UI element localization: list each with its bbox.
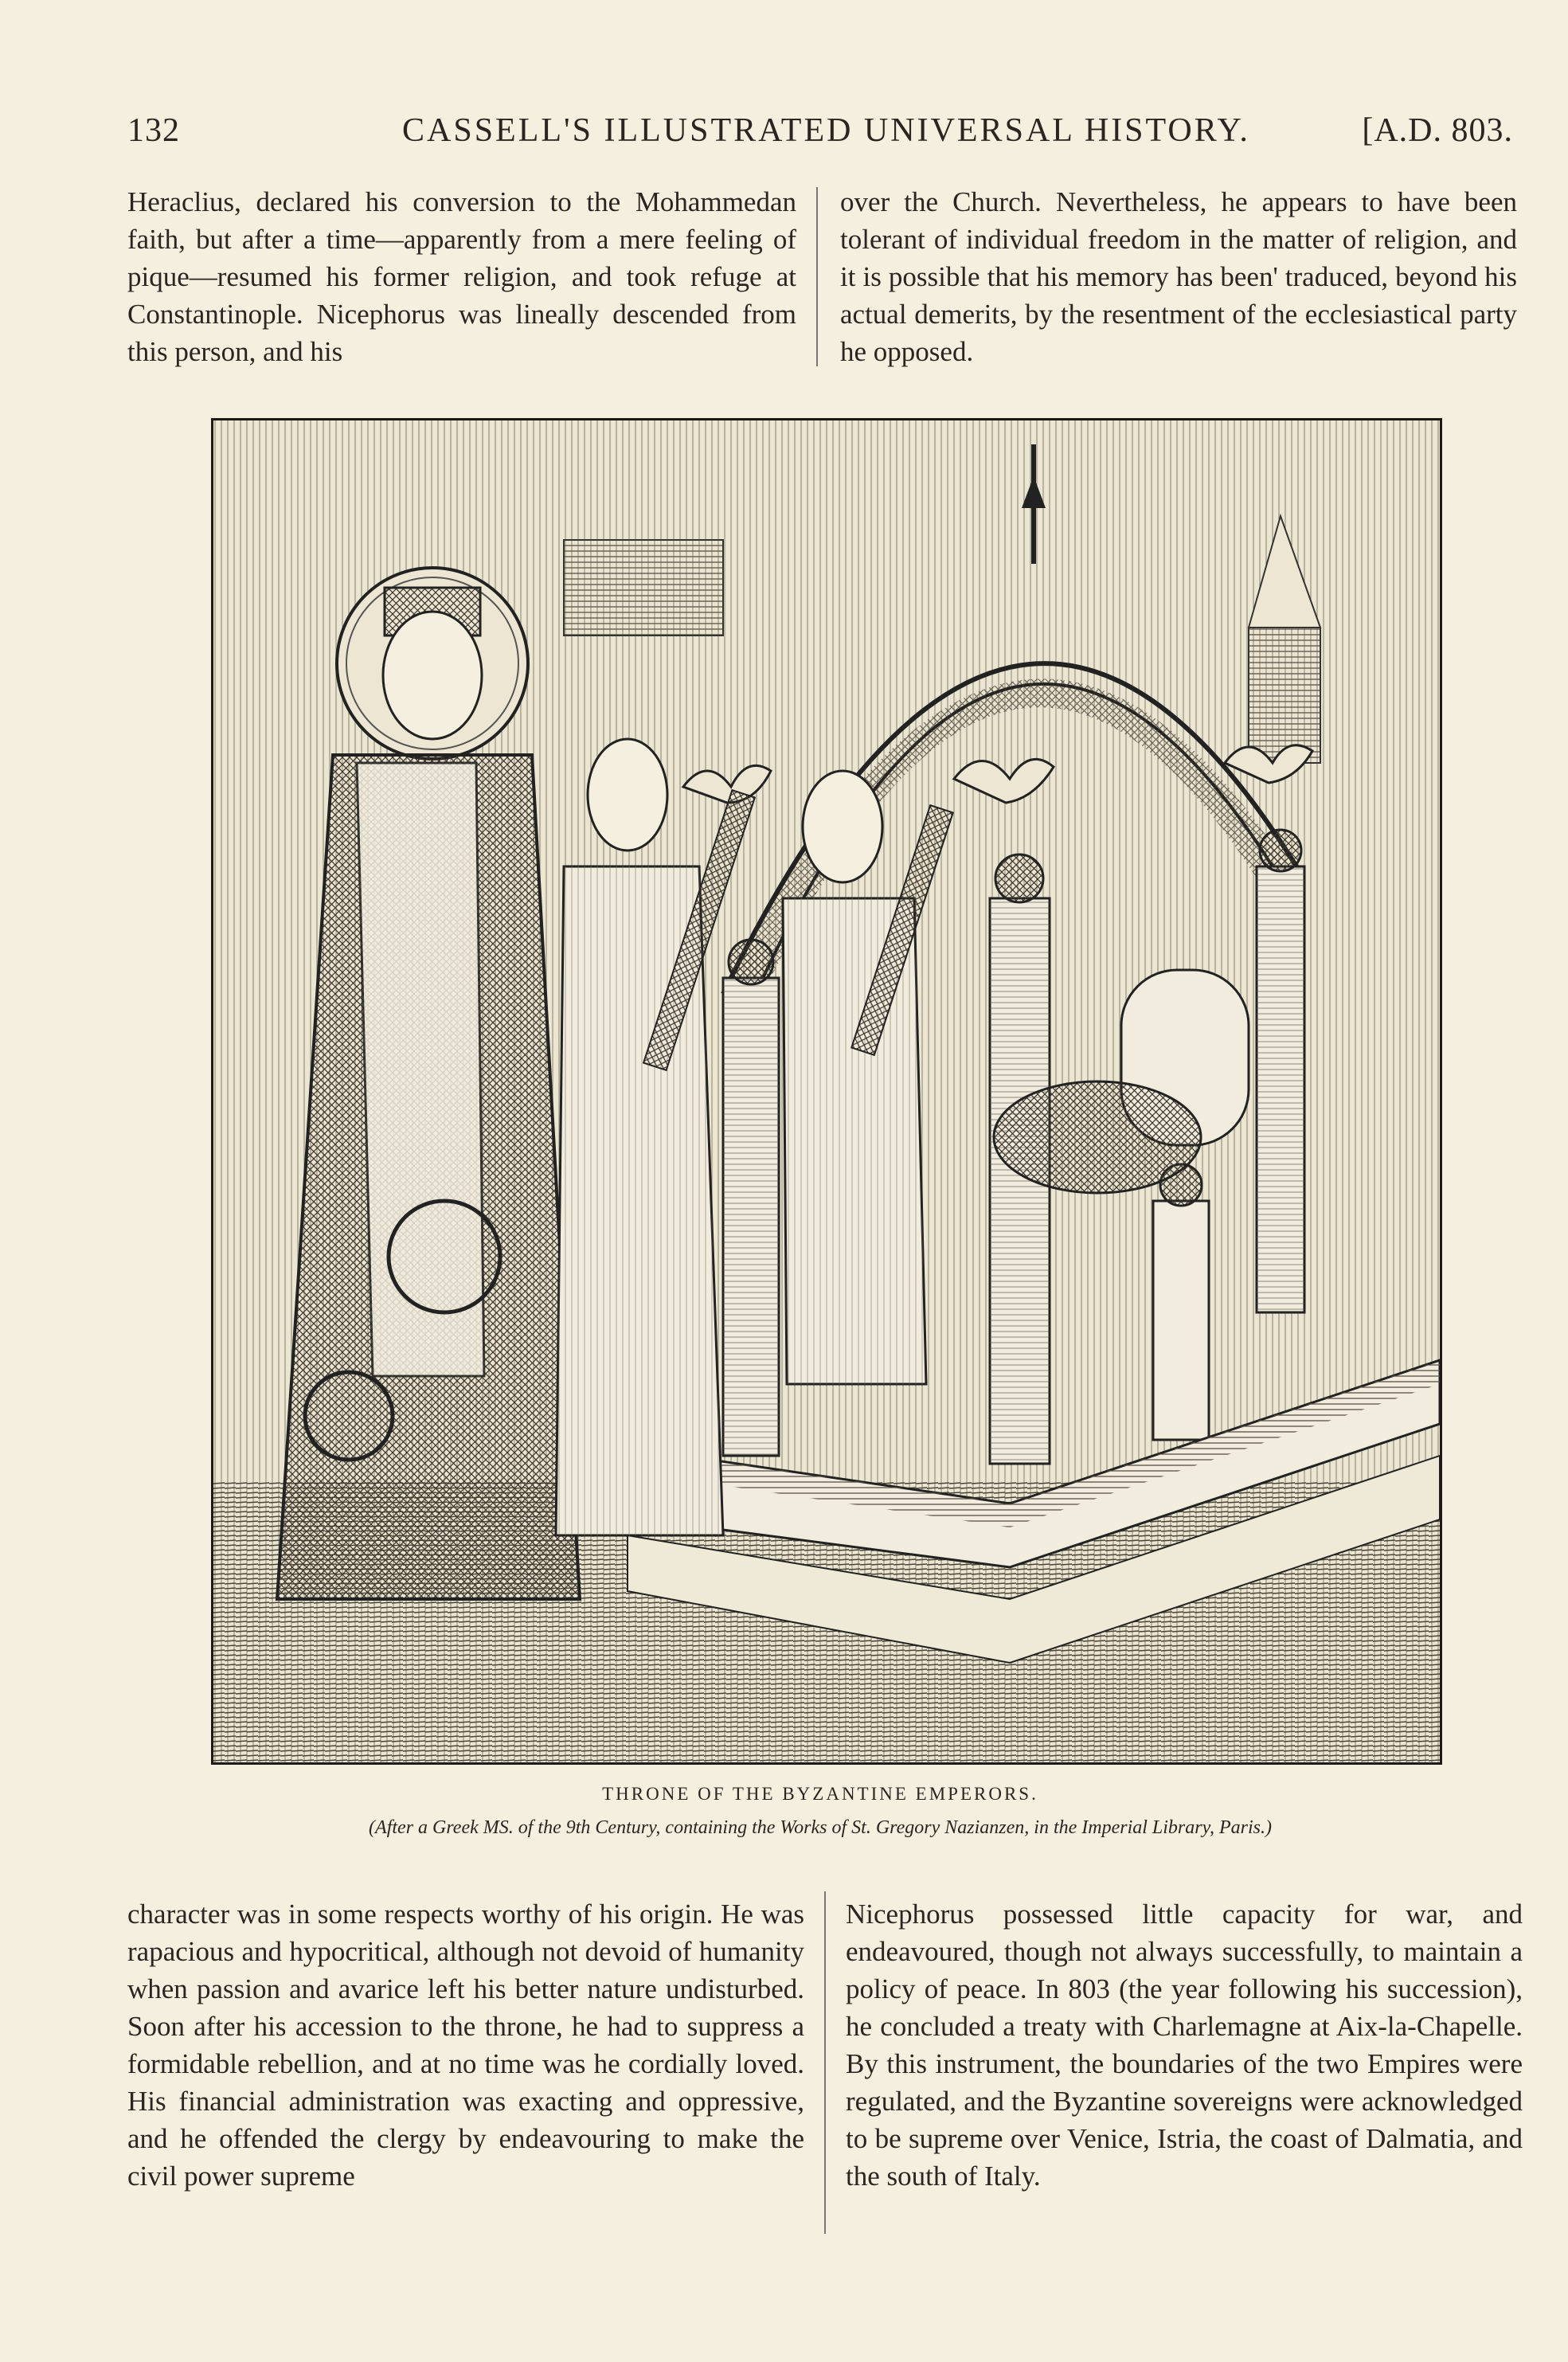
attendant-face	[588, 739, 667, 851]
background-building	[564, 540, 723, 635]
top-left-column	[127, 183, 796, 374]
running-header	[127, 111, 1513, 159]
throne-column	[1257, 830, 1304, 1312]
figure-caption-source: (After a Greek MS. of the 9th Century, containing the Works of St. Gregory Nazianzen, in the Imperial Library, Paris.)	[369, 1817, 1272, 1838]
bottom-right-column	[846, 1895, 1523, 2230]
paragraph: Heraclius, declared his conversion to the Mohammedan faith, but after a time—apparently from a mere feeling of pique—resumed his former religion, and took refuge at Constantinople. Nicephorus was lineally descended from this person, and his	[127, 186, 796, 367]
running-title: CASSELL'S ILLUSTRATED UNIVERSAL HISTORY.	[402, 112, 1250, 149]
top-right-column	[840, 183, 1517, 374]
bottom-left-column	[127, 1895, 804, 2230]
engraving-illustration	[211, 418, 1442, 1765]
throne-column	[1153, 1164, 1209, 1440]
column-divider	[816, 187, 818, 366]
throne-engraving	[213, 420, 1440, 1762]
attendant-face	[803, 771, 882, 882]
page-number: 132	[127, 112, 180, 149]
throne-column	[723, 940, 779, 1456]
paragraph: over the Church. Nevertheless, he appears to have been tolerant of individual freedom in the matter of religion, and it is possible that his memory has been' traduced, beyond his actual demerits, by the resentment of the ecclesiastical party he opposed.	[840, 186, 1517, 367]
throne-cushion	[994, 1081, 1201, 1193]
header-date: [A.D. 803.	[1362, 112, 1513, 149]
emperor-face	[383, 612, 482, 739]
paragraph: Nicephorus possessed little capacity for war, and endeavoured, though not always successfully, to maintain a policy of peace. In 803 (the year following his succession), he concluded a treaty with Charlemagne at Aix-la-Chapelle. By this instrument, the boundaries of the two Empires were regulated, and the Byzantine sovereigns were acknowledged to be supreme over Venice, Istria, the coast of Dalmatia, and the south of Italy.	[846, 1899, 1523, 2192]
column-divider	[824, 1891, 826, 2234]
figure-caption-title: THRONE OF THE BYZANTINE EMPERORS.	[602, 1784, 1038, 1804]
paragraph: character was in some respects worthy of his origin. He was rapacious and hypocritical, although not devoid of humanity when passion and avarice left his better nature undisturbed. Soon after his accession to the throne, he had to suppress a formidable rebellion, and at no time was he cordially loved. His financial administration was exacting and oppressive, and he offended the clergy by endeavouring to make the civil power supreme	[127, 1899, 804, 2192]
